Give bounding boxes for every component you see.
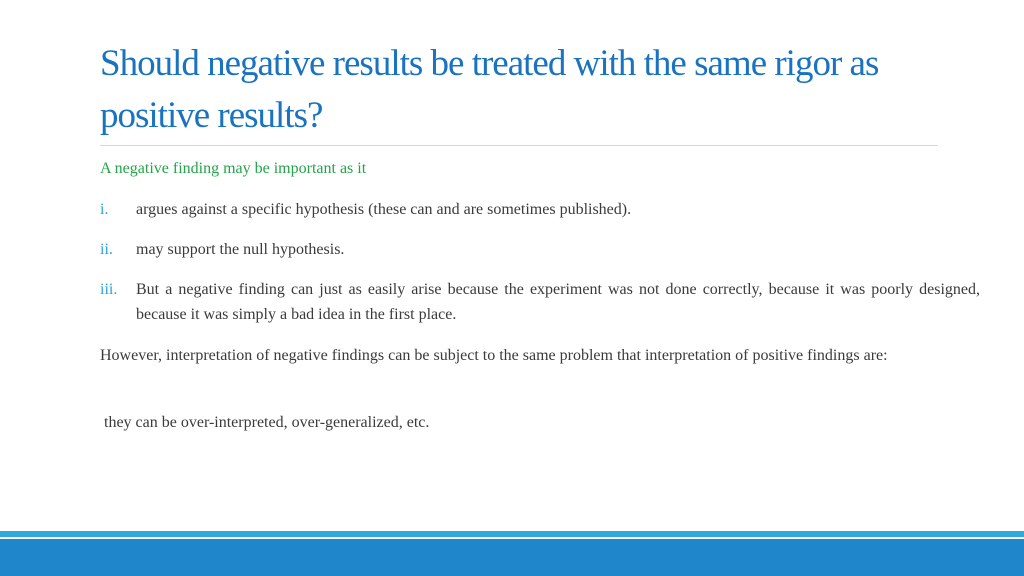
list-item-2 xyxy=(100,237,980,262)
list-marker: i. xyxy=(100,201,109,218)
body-paragraph: However, interpretation of negative findings can be subject to the same problem that interpretation of positive findings are: xyxy=(100,347,888,364)
list-item-3 xyxy=(100,277,980,327)
list-item-1 xyxy=(100,197,980,222)
list-marker: iii. xyxy=(100,281,118,298)
list-marker: ii. xyxy=(100,241,113,258)
list-item-text: argues against a specific hypothesis (these can and are sometimes published). xyxy=(136,201,632,218)
slide-title: Should negative results be treated with the same rigor as positive results? xyxy=(100,43,879,136)
list-item-text: But a negative finding can just as easily arise because the experiment was not done correctly, because it was poorly designed, because it was simply a bad idea in the first place. xyxy=(136,281,980,323)
closing-text: they can be over-interpreted, over-generalized, etc. xyxy=(104,414,430,431)
intro-text: A negative finding may be important as it xyxy=(100,160,367,177)
list-item-text: may support the null hypothesis. xyxy=(136,241,345,258)
title-divider xyxy=(100,145,938,146)
footer-band xyxy=(0,539,1024,576)
footer-accent-line xyxy=(0,531,1024,537)
